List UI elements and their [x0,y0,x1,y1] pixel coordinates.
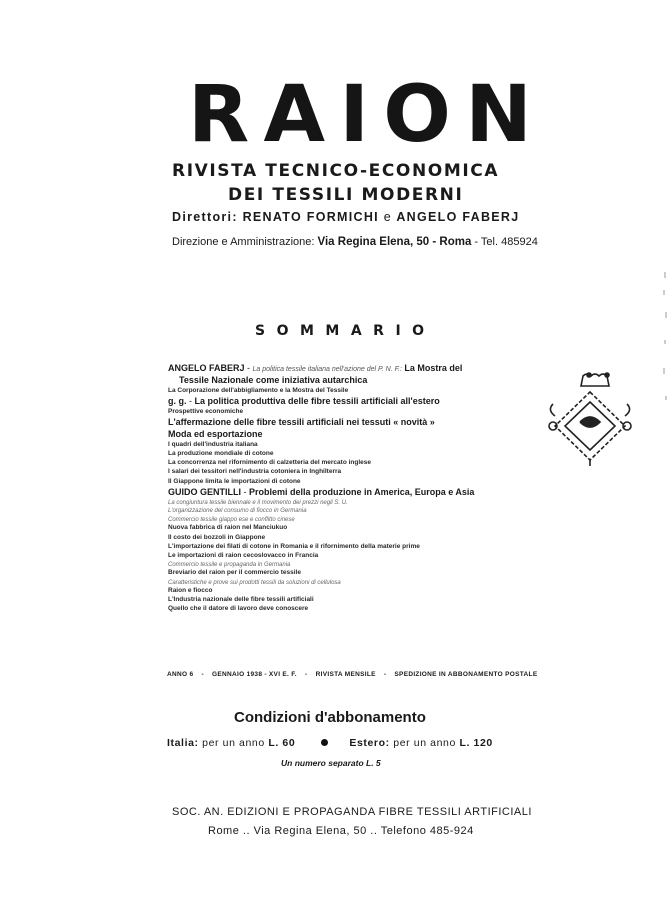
sommario-heading: SOMMARIO [255,323,436,339]
subtitle-line-2: DEI TESSILI MODERNI [228,185,464,205]
issue-year: ANNO 6 [167,671,194,678]
toc-sub-entry: Il costo dei bozzoli in Giappone [168,533,266,541]
subtitle-line-1: RIVISTA TECNICO-ECONOMICA [172,161,500,181]
page-edge-marks [660,270,669,410]
estero-label: Estero: [349,737,390,749]
toc-sub-entry: Breviario del raion per il commercio tessile [168,569,301,577]
toc-separator: - [244,363,253,373]
toc-it-entry: Commercio tessile e propaganda in Germania [168,561,291,568]
estero-text: per un anno [393,737,456,749]
address-label: Direzione e Amministrazione: [172,236,315,248]
toc-sub-entry: Le importazioni di raion cecoslovacco in Francia [168,551,319,559]
toc-sub-entry: La concorrenza nel rifornimento di calzetteria del mercato inglese [168,459,372,467]
toc-article-entry [168,488,508,497]
toc-sub-entry: Prospettive economiche [168,408,244,416]
toc-sub-entry: Raion e fiocco [168,587,213,595]
directors-and: e [383,210,393,224]
toc-sub-entry: Quello che il datore di lavoro deve conoscere [168,605,309,613]
toc-it-entry: Caratteristiche e prove sui prodotti tessili da soluzioni di cellulosa [168,579,341,586]
director-1: RENATO FORMICHI [242,210,379,224]
toc-sub-entry: La produzione mondiale di cotone [168,450,274,458]
toc-cont-entry: Tessile Nazionale come iniziativa autarchica [179,375,368,385]
estero-price: L. 120 [459,737,493,749]
toc-title: Problemi della produzione in America, Europa e Asia [249,486,475,497]
seal-ornament-icon [545,370,635,470]
toc-article-entry [168,364,508,373]
toc-it-entry: L'organizzazione del consumo di fiocco in Germania [168,508,307,515]
address-value: Via Regina Elena, 50 - Roma [317,236,472,248]
italia-text: per un anno [202,737,265,749]
phone-number: - Tel. 485924 [474,236,538,248]
toc-separator: - [186,396,195,407]
toc-sub-entry: Il Giappone limita le importazioni di cotone [168,477,301,485]
subscription-title: Condizioni d'abbonamento [234,709,426,726]
toc-sub-entry: I quadri dell'industria italiana [168,441,258,449]
publisher-name: SOC. AN. EDIZIONI E PROPAGANDA FIBRE TESSILI ARTIFICIALI [172,806,532,818]
toc-it-entry: Commercio tessile giappo ese e conflitto cinese [168,516,295,523]
italia-label: Italia: [167,737,199,749]
toc-author: ANGELO FABERJ [168,363,245,373]
toc-separator: - [241,486,249,497]
toc-it-entry: La congiuntura tessile biennale e il movimento dei prezzi negli S. U. [168,499,348,506]
toc-sub-entry: I salari dei tessitori nell'industria cotoniera in Inghilterra [168,468,342,476]
italia-price: L. 60 [268,737,296,749]
toc-sub-entry: L'Industria nazionale delle fibre tessili artificiali [168,596,314,604]
directors-line [172,210,520,224]
issue-date: GENNAIO 1938 - XVI E. F. [212,671,297,678]
issue-shipping: SPEDIZIONE IN ABBONAMENTO POSTALE [394,671,538,678]
toc-sec-entry: Moda ed esportazione [168,429,263,440]
issue-line [167,671,543,678]
issue-dash-3: - [383,671,387,678]
directors-label: Direttori: [172,210,238,224]
toc-sub-entry: Nuova fabbrica di raion nel Manciukuo [168,524,288,532]
toc-sub-entry: L'importazione dei filati di cotone in Romania e il rifornimento della materie prime [168,542,420,550]
bullet-dot-icon [321,739,328,746]
issue-type: RIVISTA MENSILE [315,671,376,678]
table-of-contents [168,364,508,615]
toc-author: GUIDO GENTILLI [168,486,241,497]
publisher-address: Rome .. Via Regina Elena, 50 .. Telefono 485-924 [208,825,474,837]
issue-dash-2: - [305,671,308,678]
toc-sub-entry: La Corporazione dell'abbigliamento e la Mostra del Tessile [168,387,349,394]
toc-article-entry [168,397,508,406]
toc-title: La Mostra del [401,363,463,373]
masthead-title: RAION [188,70,547,160]
toc-author: g. g. [168,396,187,407]
address-line [172,236,538,248]
toc-title: La politica produttiva delle fibre tessili artificiali all'estero [194,396,440,407]
toc-sec-entry: L'affermazione delle fibre tessili artificiali nei tessuti « novità » [168,417,435,428]
single-copy-price: Un numero separato L. 5 [281,758,381,768]
director-2: ANGELO FABERJ [396,210,520,224]
issue-dash-1: - [201,671,204,678]
subscription-prices [167,737,493,749]
toc-italic-kicker: La politica tessile italiana nell'azione del P. N. F.: [252,366,402,373]
